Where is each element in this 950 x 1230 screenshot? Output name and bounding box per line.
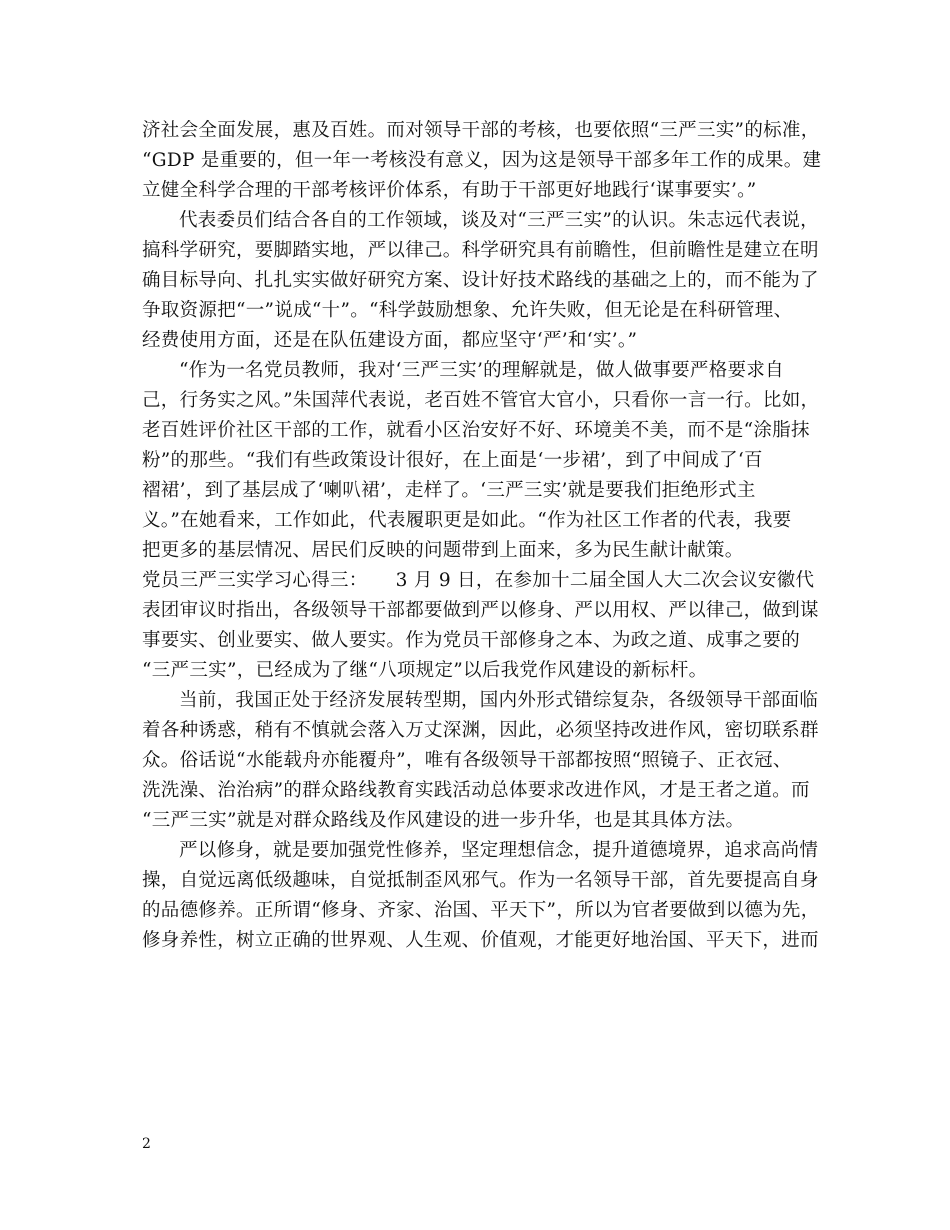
- text-line: 褶裙’，到了基层成了‘喇叭裙’，走样了。‘三严三实’就是要我们拒绝形式主: [142, 480, 756, 501]
- text-line: 洗洗澡、治治病”的群众路线教育实践活动总体要求改进作风，才是王者之道。而: [142, 780, 810, 801]
- text-line: 济社会全面发展，惠及百姓。而对领导干部的考核，也要依照“三严三实”的标准，: [142, 120, 820, 141]
- text-line: 操，自觉远离低级趣味，自觉抵制歪风邪气。作为一名领导干部，首先要提高自身: [142, 870, 819, 891]
- text-line: 确目标导向、扎扎实实做好研究方案、设计好技术路线的基础之上的，而不能为了: [142, 270, 819, 291]
- text-line: 着各种诱惑，稍有不慎就会落入万丈深渊，因此，必须坚持改进作风，密切联系群: [142, 720, 819, 741]
- text-line: 众。俗话说“水能载舟亦能覆舟”，唯有各级领导干部都按照“照镜子、正衣冠、: [142, 750, 792, 771]
- text-line: 3 月 9 日，在参加十二届全国人大二次会议安徽代: [395, 570, 815, 591]
- text-line: 修身养性，树立正确的世界观、人生观、价值观，才能更好地治国、平天下，进而: [142, 930, 819, 951]
- text-line: 争取资源把“一”说成“十”。“科学鼓励想象、允许失败，但无论是在科研管理、: [142, 300, 793, 321]
- page-number: 2: [142, 1136, 151, 1152]
- text-line: 当前，我国正处于经济发展转型期，国内外形式错综复杂，各级领导干部面临: [179, 690, 819, 711]
- text-line: 己，行务实之风。”朱国萍代表说，老百姓不管官大官小，只看你一言一行。比如，: [142, 390, 820, 411]
- section-heading: 党员三严三实学习心得三：: [142, 570, 368, 591]
- text-line: 把更多的基层情况、居民们反映的问题带到上面来，多为民生献计献策。: [142, 540, 744, 561]
- text-line: “三严三实”就是对群众路线及作风建设的进一步升华，也是其具体方法。: [142, 810, 745, 831]
- text-line: 表团审议时指出，各级领导干部都要做到严以修身、严以用权、严以律己，做到谋: [142, 600, 819, 621]
- text-line: “GDP 是重要的，但一年一考核没有意义，因为这是领导干部多年工作的成果。建: [142, 150, 822, 171]
- text-line: 代表委员们结合各自的工作领域，谈及对“三严三实”的认识。朱志远代表说，: [179, 210, 819, 231]
- text-line: 经费使用方面，还是在队伍建设方面，都应坚守‘严’和‘实’。”: [142, 330, 638, 351]
- text-line: 搞科学研究，要脚踏实地，严以律己。科学研究具有前瞻性，但前瞻性是建立在明: [142, 240, 819, 261]
- text-line: 严以修身，就是要加强党性修养，坚定理想信念，提升道德境界，追求高尚情: [179, 840, 819, 861]
- text-line: “作为一名党员教师，我对‘三严三实’的理解就是，做人做事要严格要求自: [179, 360, 784, 381]
- text-line: “三严三实”，已经成为了继“八项规定”以后我党作风建设的新标杆。: [142, 660, 708, 681]
- text-line: 老百姓评价社区干部的工作，就看小区治安好不好、环境美不美，而不是“涂脂抹: [142, 420, 810, 441]
- text-line: 立健全科学合理的干部考核评价体系，有助于干部更好地践行‘谋事要实’。”: [142, 180, 757, 201]
- text-line: 粉”的那些。“我们有些政策设计很好，在上面是‘一步裙’，到了中间成了‘百: [142, 450, 763, 471]
- text-line: 的品德修养。正所谓“修身、齐家、治国、平天下”，所以为官者要做到以德为先，: [142, 900, 820, 921]
- text-line: 义。”在她看来，工作如此，代表履职更是如此。“作为社区工作者的代表，我要: [142, 510, 792, 531]
- heading-line: [142, 566, 822, 596]
- document-body: [142, 116, 822, 956]
- text-line: 事要实、创业要实、做人要实。作为党员干部修身之本、为政之道、成事之要的: [142, 630, 801, 651]
